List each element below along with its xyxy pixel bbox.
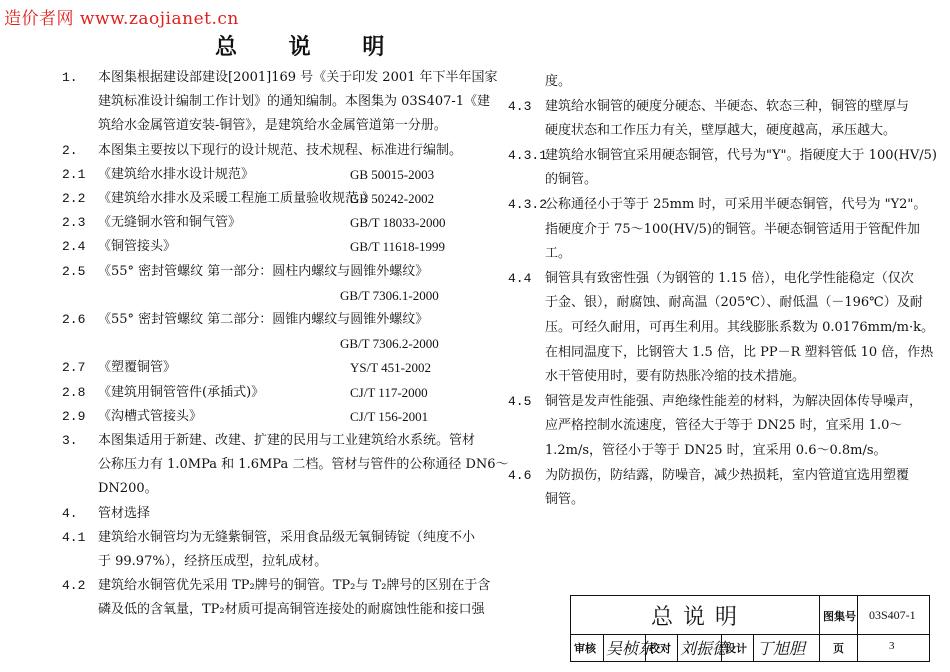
watermark: 造价者网 www.zaojianet.cn	[4, 9, 239, 29]
clause-text-line: 磷及低的含氧量，TP₂材质可提高铜管连接处的耐腐蚀性能和接口强	[98, 602, 485, 618]
clause-text-line: 建筑给水铜管优先采用 TP₂牌号的铜管。TP₂与 T₂牌号的区别在于含	[98, 578, 491, 594]
clause-text-line: 《铜管接头》	[98, 239, 177, 255]
clause-text-line: 《塑覆铜管》	[98, 360, 177, 376]
clause-number: 2.4	[62, 239, 86, 255]
clause-text-line: 在相同温度下，比钢管大 1.5 倍，比 PP－R 塑料管低 10 倍，作热	[545, 344, 934, 360]
clause-number: 4.	[62, 505, 78, 521]
clause-number: 2.	[62, 142, 78, 158]
clause-text-line: 《无缝铜水管和铜气管》	[98, 215, 242, 231]
clause-text-line: 建筑给水铜管宜采用硬态铜管，代号为"Y"。指硬度大于 100(HV/5)	[545, 147, 938, 163]
atlas-number: 03S407-1	[869, 608, 916, 622]
clause-number: 4.3.2	[508, 197, 548, 212]
clause-text-line: 硬度状态和工作压力有关，壁厚越大，硬度越高，承压越大。	[545, 123, 897, 139]
clause-number: 2.5	[62, 263, 86, 279]
clause-number: 4.2	[62, 578, 86, 594]
clause-text-line: 应严格控制水流速度，管径大于等于 DN25 时，宜采用 1.0～	[545, 418, 903, 434]
drawing-name: 总说明	[651, 605, 748, 630]
clause-text-line: 公称通径小于等于 25mm 时，可采用半硬态铜管，代号为 "Y2"。	[545, 197, 927, 212]
design-signature: 丁旭胆	[757, 639, 806, 658]
clause-text-line: 的铜管。	[545, 172, 598, 188]
clause-text-line: 公称压力有 1.0MPa 和 1.6MPa 二档。管材与管件的公称通径 DN6～	[98, 457, 509, 473]
clause-text-line: 《55° 密封管螺纹 第一部分：圆柱内螺纹与圆锥外螺纹》	[98, 263, 429, 279]
clause-text-line: 工。	[545, 246, 572, 262]
clause-text-line: 本图集根据建设部建设[2001]169 号《关于印发 2001 年下半年国家	[98, 70, 498, 85]
clause-number: 2.6	[62, 312, 86, 327]
clause-text-line: 管材选择	[98, 505, 151, 521]
clause-text-line: 本图集主要按以下现行的设计规范、技术规程、标准进行编制。	[98, 142, 463, 158]
clause-text-line: 铜管。	[545, 492, 585, 508]
review-signature: 吴桢东	[606, 639, 655, 658]
title-block	[570, 595, 930, 662]
clause-number: 2.9	[62, 408, 86, 424]
clause-text-line: 建筑给水铜管的硬度分硬态、半硬态、软态三种，铜管的壁厚与	[545, 98, 910, 114]
review-label: 审核	[574, 642, 596, 655]
clause-text-line: 《55° 密封管螺纹 第二部分：圆锥内螺纹与圆锥外螺纹》	[98, 312, 429, 327]
clause-number: 4.1	[62, 529, 86, 545]
standard-code: GB/T 18033-2000	[350, 215, 446, 231]
clause-text-line: 压。可经久耐用，可再生利用。其线膨胀系数为 0.0176mm/m·k。	[545, 320, 934, 335]
standard-code: CJ/T 156-2001	[350, 408, 429, 424]
clause-number: 4.4	[508, 270, 532, 286]
clause-number: 4.5	[508, 393, 532, 409]
clause-number: 3.	[62, 433, 78, 448]
clause-text-line: 《沟槽式管接头》	[98, 408, 203, 424]
clause-text-line: 建筑给水铜管均为无缝紫铜管，采用食品级无氧铜铸锭（纯度不小	[98, 529, 476, 545]
clause-number: 2.3	[62, 215, 86, 231]
clause-text-line: 为防损伤，防结露，防噪音，减少热损耗，室内管道宜选用塑覆	[545, 467, 910, 483]
design-label: 设计	[725, 642, 747, 655]
clause-text-line: 《建筑给水排水设计规范》	[98, 166, 255, 182]
clause-text-line: 指硬度介于 75～100(HV/5)的铜管。半硬态铜管适用于管配件加	[545, 221, 921, 237]
clause-text-line: 筑给水金属管道安装-铜管》，是建筑给水金属管道第一分册。	[98, 118, 447, 134]
clause-number: 4.3.1	[508, 147, 548, 163]
clause-number: 4.6	[508, 467, 532, 483]
clause-text-line: 《建筑用铜管管件(承插式)》	[98, 384, 265, 400]
clause-number: 4.3	[508, 98, 532, 114]
standard-code: GB/T 7306.1-2000	[340, 287, 439, 303]
atlas-label: 图集号	[823, 610, 856, 623]
clause-number: 2.8	[62, 384, 86, 400]
clause-text-line: 1.2m/s，管径小于等于 DN25 时，宜采用 0.6～0.8m/s。	[545, 443, 887, 458]
clause-text-line: 《建筑给水排水及采暖工程施工质量验收规范 》	[98, 191, 376, 206]
clause-number: 1.	[62, 70, 78, 85]
clause-text-line: 度。	[545, 74, 572, 89]
clause-text-line: 水干管使用时，要有防热胀冷缩的技术措施。	[545, 369, 806, 385]
standard-code: GB/T 11618-1999	[350, 239, 445, 255]
standard-code: CJ/T 117-2000	[350, 384, 428, 400]
clause-text-line: 建筑标准设计编制工作计划》的通知编制。本图集为 03S407-1《建	[98, 94, 491, 110]
standard-code: GB 50015-2003	[350, 166, 435, 182]
clause-text-line: 于金、银），耐腐蚀、耐高温（205℃）、耐低温（－196℃）及耐	[545, 295, 923, 311]
standard-code: YS/T 451-2002	[350, 360, 432, 376]
standard-code: GB/T 7306.2-2000	[340, 336, 439, 352]
clause-number: 2.2	[62, 191, 86, 206]
check-signature: 刘振德	[680, 639, 729, 658]
page-title: 总 说 明	[215, 35, 407, 60]
page-number: 3	[889, 640, 895, 652]
clause-number: 2.7	[62, 360, 86, 376]
clause-text-line: 本图集适用于新建、改建、扩建的民用与工业建筑给水系统。管材	[98, 433, 476, 448]
clause-text-line: DN200。	[98, 481, 158, 497]
clause-number: 2.1	[62, 166, 86, 182]
clause-text-line: 铜管具有致密性强（为钢管的 1.15 倍），电化学性能稳定（仅次	[545, 270, 914, 286]
check-label: 校对	[649, 642, 671, 655]
clause-text-line: 铜管是发声性能强、声绝缘性能差的材料，为解决固体传导噪声，	[545, 393, 923, 409]
standard-code: GB 50242-2002	[350, 191, 435, 206]
clause-text-line: 于 99.97%），经挤压成型，拉轧成材。	[98, 554, 328, 569]
page-label: 页	[833, 642, 844, 655]
